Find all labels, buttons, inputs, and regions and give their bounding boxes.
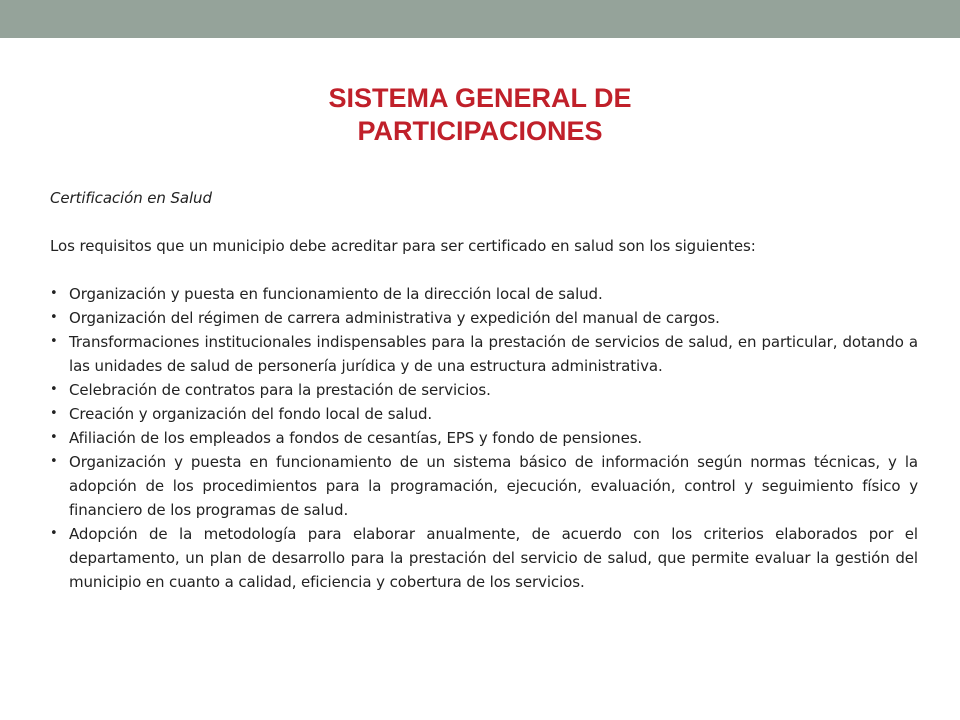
list-item: [50, 522, 918, 594]
bullet-icon: •: [50, 334, 58, 349]
list-item-text: Afiliación de los empleados a fondos de cesantías, EPS y fondo de pensiones.: [69, 429, 643, 447]
list-item: [50, 306, 918, 330]
slide-title-line-1: SISTEMA GENERAL DE: [328, 83, 632, 113]
bullet-icon: •: [50, 406, 58, 421]
slide-title-line-2: PARTICIPACIONES: [357, 116, 603, 146]
slide-title: [0, 82, 960, 148]
bullet-icon: •: [50, 430, 58, 445]
section-subtitle: Certificación en Salud: [50, 189, 212, 207]
bullet-icon: •: [50, 454, 58, 469]
intro-paragraph: Los requisitos que un municipio debe acreditar para ser certificado en salud son los siguientes:: [50, 237, 756, 255]
list-item: [50, 450, 918, 522]
list-item: [50, 282, 918, 306]
list-item: [50, 402, 918, 426]
top-accent-bar: [0, 0, 960, 38]
bullet-icon: •: [50, 382, 58, 397]
list-item-text: Celebración de contratos para la prestación de servicios.: [69, 381, 491, 399]
bullet-icon: •: [50, 526, 58, 541]
list-item: [50, 330, 918, 378]
list-item: [50, 378, 918, 402]
list-item-text: Organización y puesta en funcionamiento de un sistema básico de información según normas técnicas, y la adopción de los procedimientos para la programación, ejecución, evaluación, control y seguimiento físico y financiero de los programas de salud.: [69, 453, 918, 519]
slide-body: [50, 186, 918, 594]
bullet-icon: •: [50, 286, 58, 301]
list-item: [50, 426, 918, 450]
list-item-text: Transformaciones institucionales indispensables para la prestación de servicios de salud, en particular, dotando a las unidades de salud de personería jurídica y de una estructura administrativa.: [69, 333, 918, 375]
list-item-text: Adopción de la metodología para elaborar anualmente, de acuerdo con los criterios elaborados por el departamento, un plan de desarrollo para la prestación del servicio de salud, que permite evaluar la gestión del municipio en cuanto a calidad, eficiencia y cobertura de los servicios.: [69, 525, 918, 591]
requirements-list: [50, 282, 918, 594]
bullet-icon: •: [50, 310, 58, 325]
list-item-text: Organización del régimen de carrera administrativa y expedición del manual de cargos.: [69, 309, 720, 327]
list-item-text: Organización y puesta en funcionamiento de la dirección local de salud.: [69, 285, 603, 303]
list-item-text: Creación y organización del fondo local de salud.: [69, 405, 433, 423]
